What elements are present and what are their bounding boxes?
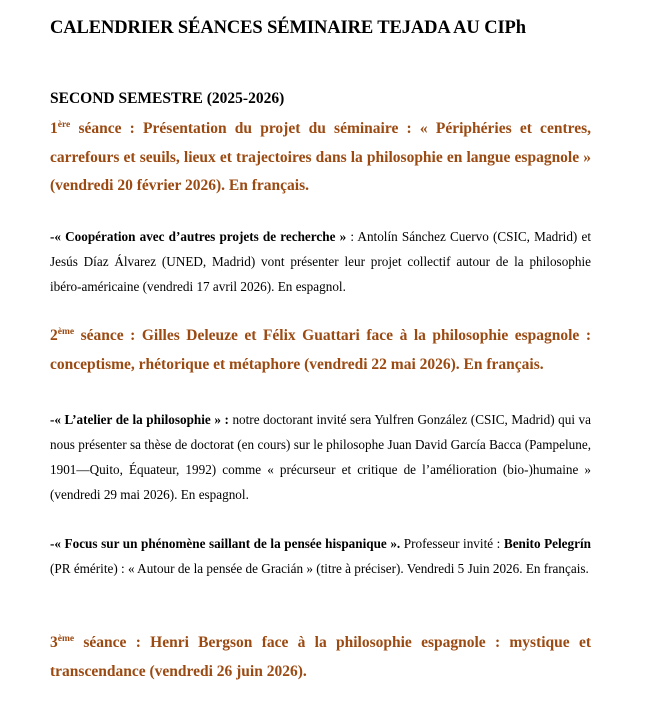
session-text: séance : Gilles Deleuze et Félix Guattari face à la philosophie espagnole : conceptisme, rhétorique et métaphore (vendredi 22 mai 2026). En français. — [50, 327, 591, 373]
session-2-heading — [50, 322, 591, 379]
session-number: 2 — [50, 327, 58, 344]
note-focus — [50, 531, 591, 581]
note-text: : Antolín Sánchez Cuervo (CSIC, Madrid) et Jesús Díaz Álvarez (UNED, Madrid) vont présenter leur projet collectif autour de la philosophie ibéro-américaine (vendredi 17 avril 2026). En espagnol. — [50, 229, 591, 294]
note-text: notre doctorant invité sera Yulfren González (CSIC, Madrid) qui va nous présenter sa thèse de doctorat (en cours) sur le philosophe Juan David García Bacca (Pampelune, 1901—Quito, Équateur, 1992) comme « précurseur et critique de l’amélioration (bio-)humaine » (vendredi 29 mai 2026). En espagnol. — [50, 412, 592, 502]
session-number: 3 — [50, 634, 58, 651]
semester-heading: SECOND SEMESTRE (2025-2026) — [50, 90, 285, 107]
guest-name: Benito Pelegrín — [503, 536, 591, 551]
session-ordinal-suffix: ème — [57, 634, 75, 644]
note-cooperation — [50, 224, 591, 299]
session-ordinal-suffix: ème — [57, 327, 75, 337]
session-1-heading — [50, 115, 591, 201]
note-text: Professeur invité : — [400, 536, 504, 551]
session-text: séance : Henri Bergson face à la philosophie espagnole : mystique et transcendance (vendredi 26 juin 2026). — [50, 634, 591, 680]
note-title: -« Focus sur un phénomène saillant de la pensée hispanique ». — [50, 536, 401, 551]
session-text: séance : Présentation du projet du séminaire : « Périphéries et centres, carrefours et seuils, lieux et trajectoires dans la philosophie en langue espagnole » (vendredi 20 février 2026). En français. — [50, 120, 591, 194]
note-title: -« L’atelier de la philosophie » : — [50, 412, 229, 427]
note-title: -« Coopération avec d’autres projets de recherche » — [50, 229, 347, 244]
note-text-continued: (PR émérite) : « Autour de la pensée de Gracián » (titre à préciser). Vendredi 5 Juin 2026. En français. — [50, 561, 589, 576]
document-title: CALENDRIER SÉANCES SÉMINAIRE TEJADA AU CIPh — [50, 18, 526, 38]
session-number: 1 — [50, 120, 58, 137]
session-3-heading — [50, 629, 591, 686]
note-atelier — [50, 407, 591, 507]
session-ordinal-suffix: ère — [57, 120, 71, 130]
